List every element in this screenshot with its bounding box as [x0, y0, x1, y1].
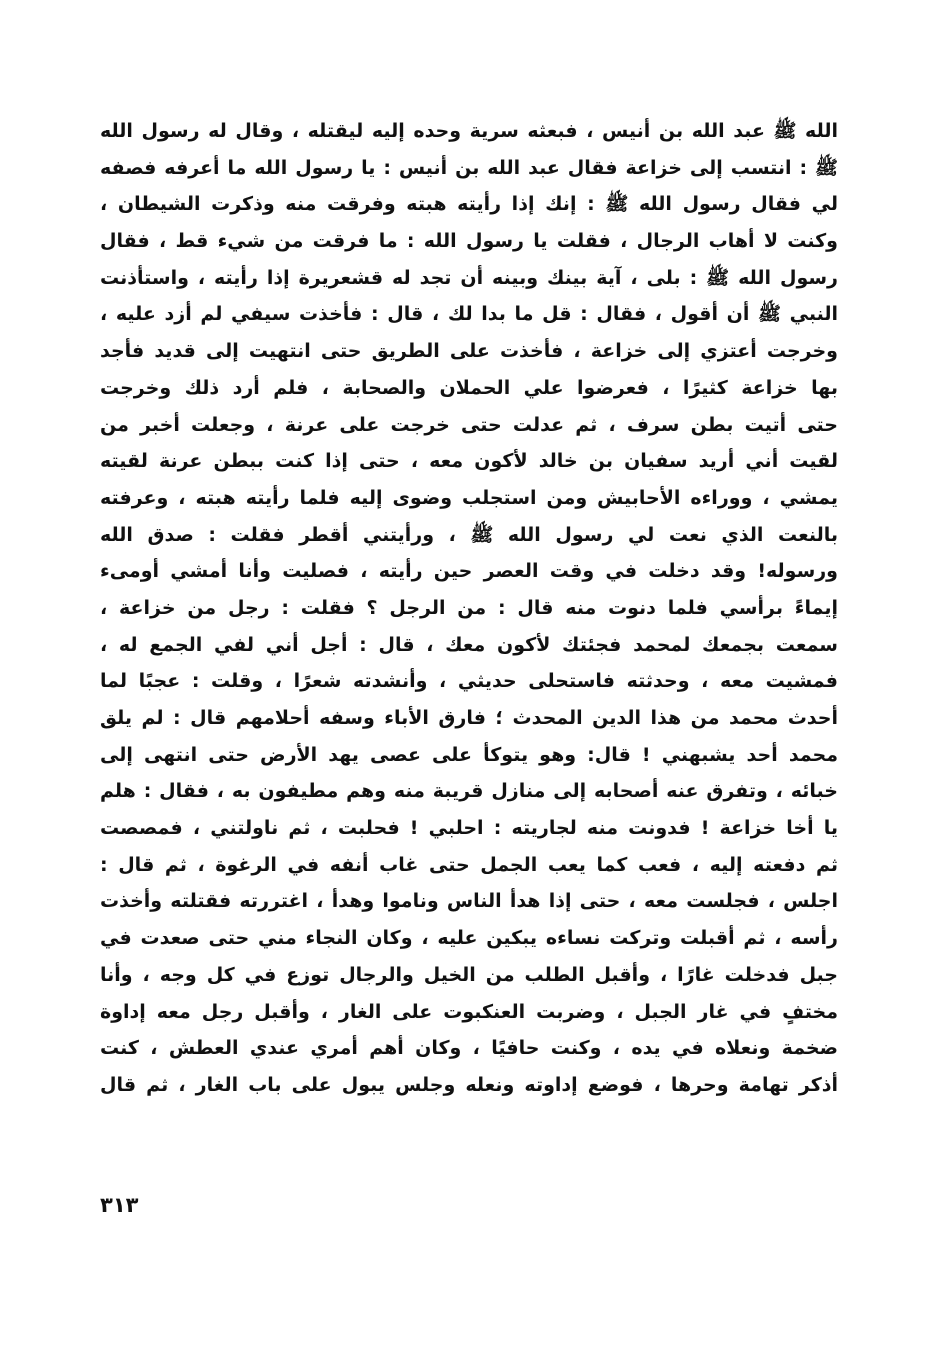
text-line: فمشيت معه ، وحدثته فاستحلى حديثي ، وأنشدته شعرًا ، وقلت : عجبًا لما — [100, 670, 838, 693]
text-line: محمد أحد يشبهني ! قال: وهو يتوكأ على عصى يهد الأرض حتى انتهى إلى — [100, 743, 838, 766]
text-line: وكنت لا أهاب الرجال ، فقلت يا رسول الله : ما فرقت من شيء قط ، فقال — [100, 230, 838, 253]
text-line: الله ﷺ عبد الله بن أنيس ، فبعثه سرية وحده إليه ليقتله ، وقال له رسول الله — [100, 120, 838, 142]
text-line: رأسه ، ثم أقبلت وتركت نساءه يبكين عليه ، وكان النجاء مني حتى صعدت في — [100, 927, 838, 950]
text-line: يا أخا خزاعة ! فدونت منه لجاريته : احلبي ! فحلبت ، ثم ناولتني ، فمصصت — [100, 817, 838, 840]
text-line: ضخمة ونعلاه في يده ، وكنت حافيًا ، وكان أهم أمري عندي العطش ، كنت — [100, 1037, 838, 1060]
text-line: بالنعت الذي نعت لي رسول الله ﷺ ، ورأيتني أقطر فقلت : صدق الله — [100, 523, 838, 546]
text-line: وخرجت أعتزي إلى خزاعة ، فأخذت على الطريق حتى انتهيت إلى قديد فأجد — [100, 340, 838, 363]
text-line: اجلس ، فجلست معه ، حتى إذا هدأ الناس وناموا وهدأ ، اغتررته فقتلته وأخذت — [100, 890, 838, 913]
text-line: بها خزاعة كثيرًا ، فعرضوا علي الحملان والصحابة ، فلم أرد ذلك وخرجت — [100, 376, 838, 399]
text-line: يمشي ، ووراءه الأحابيش ومن استجلب وضوى إليه فلما رأيته هبته ، وعرفته — [100, 486, 838, 509]
text-line: النبي ﷺ أن أقول ، فقال : قل ما بدا لك ، قال : فأخذت سيفي لم أزد عليه ، — [100, 303, 838, 326]
text-line: أذكر تهامة وحرها ، فوضع إداوته ونعله وجلس يبول على باب الغار ، ثم قال — [100, 1073, 838, 1096]
text-line: لي فقال رسول الله ﷺ : إنك إذا رأيته هبته وفرقت منه وذكرت الشيطان ، — [100, 193, 838, 216]
text-line: خبائه ، وتفرق عنه أصحابه إلى منازل قريبة منه وهم مطيفون به ، فقال : هلم — [100, 780, 838, 803]
text-line: أحدث محمد من هذا الدين المحدث ؛ فارق الأباء وسفه أحلامهم قال : لم يلق — [100, 707, 838, 729]
text-line: إيماءً برأسي فلما دنوت منه قال : من الرجل ؟ فقلت : رجل من خزاعة ، — [100, 596, 838, 619]
body-text — [100, 113, 838, 1104]
text-line: مختفٍ في غار الجبل ، وضربت العنكبوت على الغار ، وأقبل رجل معه إداوة — [100, 1000, 838, 1023]
text-line: لقيت أني أريد سفيان بن خالد لأكون معه ، حتى إذا كنت ببطن عرنة لقيته — [100, 450, 838, 473]
text-line: رسول الله ﷺ : بلى ، آية بينك وبينه أن تجد له قشعريرة إذا رأيته ، واستأذنت — [100, 266, 838, 289]
text-line: ﷺ : انتسب إلى خزاعة فقال عبد الله بن أنيس : يا رسول الله ما أعرفه فصفه — [100, 156, 838, 179]
text-line: سمعت بجمعك لمحمد فجئتك لأكون معك ، قال : أجل أني لفي الجمع له ، — [100, 633, 838, 656]
text-line: ثم دفعته إليه ، فعب كما يعب الجمل حتى غاب أنفه في الرغوة ، ثم قال : — [100, 853, 838, 876]
page-number: ٣١٣ — [100, 1193, 139, 1217]
text-line: حتى أتيت بطن سرف ، ثم عدلت حتى خرجت على عرنة ، وجعلت أخبر من — [100, 413, 838, 436]
text-line: جبل فدخلت غارًا ، وأقبل الطلب من الخيل والرجال توزع في كل وجه ، وأنا — [100, 963, 838, 986]
text-line: ورسوله! وقد دخلت في وقت العصر حين رأيته ، فصليت وأنا أمشي أومىء — [100, 560, 838, 583]
